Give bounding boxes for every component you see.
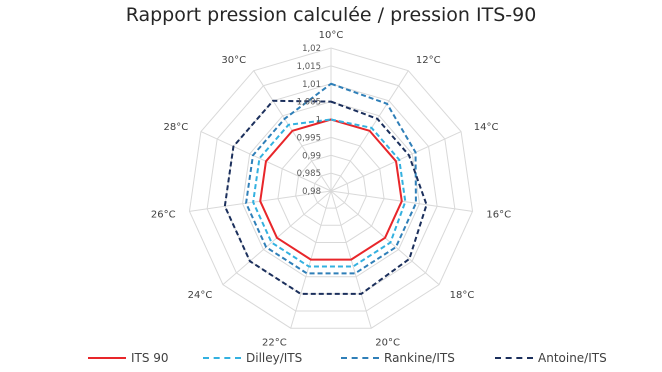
legend-item bbox=[203, 351, 302, 365]
radial-tick-label: 1,005 bbox=[296, 97, 321, 108]
legend-item bbox=[495, 351, 607, 365]
radial-tick-label: 0,985 bbox=[296, 169, 321, 180]
category-label: 16°C bbox=[486, 209, 512, 221]
legend-label: Antoine/ITS bbox=[538, 351, 607, 365]
radial-tick-label: 0,98 bbox=[302, 187, 321, 197]
legend-swatch bbox=[341, 357, 379, 359]
chart-legend bbox=[0, 351, 662, 369]
legend-swatch bbox=[88, 357, 126, 359]
radial-tick-label: 1,02 bbox=[302, 44, 321, 54]
category-label: 20°C bbox=[375, 337, 400, 349]
category-label: 14°C bbox=[473, 121, 499, 133]
legend-item bbox=[88, 351, 169, 365]
category-label: 22°C bbox=[262, 337, 287, 349]
category-label: 18°C bbox=[449, 289, 475, 301]
category-label: 10°C bbox=[318, 30, 344, 41]
category-label: 12°C bbox=[415, 54, 441, 66]
legend-label: Dilley/ITS bbox=[246, 351, 303, 365]
radial-tick-label: 0,99 bbox=[302, 151, 321, 162]
radial-tick-label: 1,015 bbox=[296, 61, 321, 72]
legend-label: ITS 90 bbox=[131, 351, 169, 365]
legend-item bbox=[341, 351, 455, 365]
legend-label: Rankine/ITS bbox=[384, 351, 455, 365]
radial-tick-label: 1 bbox=[315, 115, 321, 126]
category-label: 26°C bbox=[150, 209, 176, 221]
legend-swatch bbox=[203, 357, 241, 359]
radial-tick-label: 0,995 bbox=[296, 133, 321, 144]
category-label: 28°C bbox=[163, 121, 189, 133]
category-label: 24°C bbox=[187, 289, 213, 301]
category-label: 30°C bbox=[221, 54, 247, 66]
chart-title: Rapport pression calculée / pression ITS-90 bbox=[125, 4, 537, 26]
radial-tick-label: 1,01 bbox=[302, 79, 321, 90]
legend-swatch bbox=[495, 357, 533, 359]
